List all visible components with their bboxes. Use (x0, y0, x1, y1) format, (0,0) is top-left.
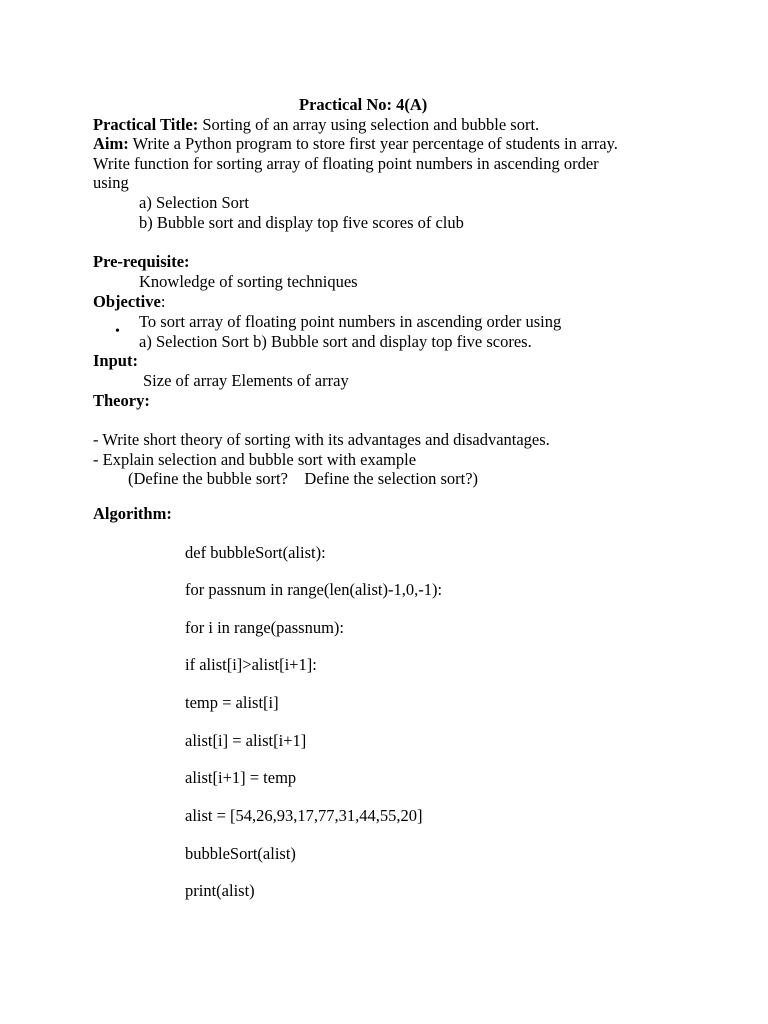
input-text: Size of array Elements of array (143, 371, 349, 390)
objective-text-1: To sort array of floating point numbers in ascending order using (139, 312, 562, 331)
practical-title-label: Practical Title: (93, 115, 199, 134)
theory-line-2: - Explain selection and bubble sort with example (93, 450, 417, 469)
objective-heading-line (93, 292, 165, 312)
code-line: if alist[i]>alist[i+1]: (185, 655, 317, 674)
code-line: temp = alist[i] (185, 693, 279, 712)
practical-title-text: Sorting of an array using selection and bubble sort. (198, 115, 540, 134)
aim-label: Aim: (93, 134, 129, 153)
theory-line-1: - Write short theory of sorting with its advantages and disadvantages. (93, 430, 550, 449)
code-line: bubbleSort(alist) (185, 844, 296, 863)
aim-option-b: b) Bubble sort and display top five scores of club (139, 213, 464, 232)
objective-heading: Objective (93, 292, 161, 311)
code-line: print(alist) (185, 881, 255, 900)
prerequisite-heading: Pre-requisite: (93, 252, 190, 271)
aim-text: Write a Python program to store first year percentage of students in array. (128, 134, 618, 153)
aim-line-3: using (93, 173, 129, 192)
aim-line (93, 134, 618, 154)
practical-number-title: Practical No: 4(A) (299, 95, 428, 114)
practical-title-line (93, 115, 539, 135)
code-line: for passnum in range(len(alist)-1,0,-1): (185, 580, 443, 599)
input-heading: Input: (93, 351, 138, 370)
theory-line-3: (Define the bubble sort? Define the selection sort?) (128, 469, 479, 488)
algorithm-heading: Algorithm: (93, 504, 172, 523)
code-line: alist = [54,26,93,17,77,31,44,55,20] (185, 806, 423, 825)
aim-option-a: a) Selection Sort (139, 193, 249, 212)
aim-line-2: Write function for sorting array of floating point numbers in ascending order (93, 154, 599, 173)
bullet-icon: • (115, 324, 120, 339)
theory-heading: Theory: (93, 391, 150, 410)
code-line: for i in range(passnum): (185, 618, 344, 637)
code-line: alist[i+1] = temp (185, 768, 297, 787)
code-line: def bubbleSort(alist): (185, 543, 326, 562)
code-line: alist[i] = alist[i+1] (185, 731, 307, 750)
objective-text-2: a) Selection Sort b) Bubble sort and display top five scores. (139, 332, 532, 351)
prerequisite-text: Knowledge of sorting techniques (139, 272, 358, 291)
objective-colon: : (160, 292, 166, 311)
